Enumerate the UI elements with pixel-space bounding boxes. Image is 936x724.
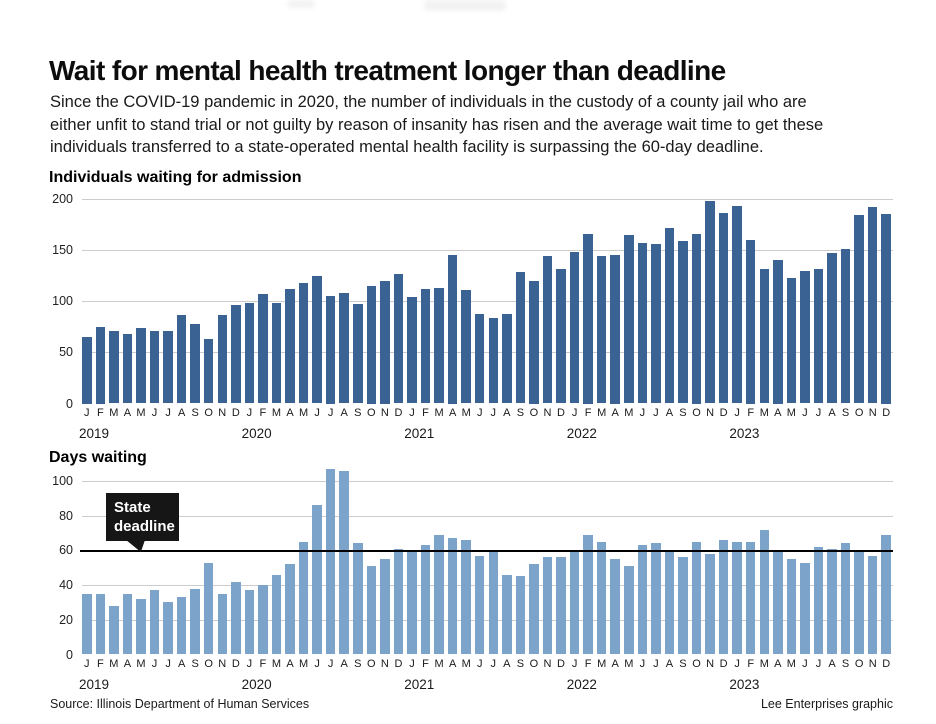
state-deadline-callout: State deadline [106,493,179,541]
gridline-20 [82,620,893,621]
month-label-2023-7: J [815,658,822,670]
bar-month-57 [854,215,864,404]
month-label-2020-2: F [259,658,267,670]
bar-month-28 [461,290,471,404]
gridline-100 [82,301,893,302]
bar-month-9 [204,563,214,655]
month-label-2019-11: N [218,658,227,670]
bar-month-31 [502,575,512,655]
bar-month-5 [150,590,160,654]
bar-month-8 [190,324,200,404]
month-label-2023-11: N [868,658,877,670]
bar-month-45 [692,234,702,403]
month-label-2022-12: D [719,658,728,670]
year-label-2021: 2021 [404,677,435,692]
month-label-2020-5: M [298,658,309,670]
month-label-2020-12: D [394,658,403,670]
bar-month-44 [678,241,688,404]
year-label-2022: 2022 [566,677,597,692]
month-label-2023-8: A [828,658,836,670]
bar-month-17 [312,505,322,654]
month-label-2021-12: D [557,658,565,670]
bar-month-41 [638,243,648,404]
month-label-2023-12: D [882,658,891,670]
bar-month-46 [705,201,715,404]
month-label-2023-1: J [734,658,740,670]
month-label-2023-8: A [828,407,836,419]
year-label-2020: 2020 [241,677,272,692]
month-label-2020-9: S [354,658,362,670]
bar-month-47 [719,540,729,655]
month-label-2023-7: J [815,407,822,419]
month-label-2022-12: D [719,407,728,419]
month-label-2019-5: M [136,407,146,419]
month-label-2021-5: M [461,407,471,419]
month-label-2023-11: N [868,407,877,419]
bar-month-54 [814,269,824,403]
bar-month-26 [434,288,444,404]
bar-month-50 [760,530,770,655]
year-label-2019: 2019 [79,677,110,692]
bar-month-26 [434,535,444,655]
bar-month-35 [556,269,566,403]
bar-month-17 [312,276,322,403]
bar-month-49 [746,542,756,655]
bar-month-23 [394,549,404,655]
month-label-2023-2: F [747,658,755,670]
bar-month-3 [123,334,133,404]
month-label-2021-1: J [409,407,415,419]
bar-month-38 [597,256,607,404]
bar-month-22 [380,559,390,654]
month-label-2019-8: A [177,658,186,670]
bar-month-1 [96,327,106,404]
bar-month-29 [475,314,485,403]
month-label-2022-8: A [665,407,674,419]
bar-month-33 [529,281,539,404]
month-label-2021-8: A [503,658,511,670]
month-label-2020-10: O [367,658,376,670]
bar-month-36 [570,552,580,654]
bar-month-50 [760,269,770,403]
month-label-2021-3: M [434,658,444,670]
y-axis-tick-20: 20 [59,612,73,627]
bar-month-23 [394,274,404,403]
month-label-2022-6: J [639,407,646,419]
month-label-2020-1: J [246,658,253,670]
bar-month-0 [82,594,92,655]
bar-month-19 [339,471,349,655]
month-label-2020-6: J [314,658,320,670]
month-label-2023-9: S [841,407,850,419]
month-label-2022-3: M [597,658,607,670]
bar-month-30 [489,318,499,403]
month-label-2019-12: D [231,407,240,419]
month-label-2020-4: A [286,407,294,419]
bar-month-34 [543,256,553,404]
y-axis-tick-40: 40 [59,578,73,593]
bar-month-41 [638,545,648,654]
month-label-2019-1: J [84,407,90,419]
month-label-2019-7: J [165,407,171,419]
year-label-2022: 2022 [566,426,597,441]
bar-month-7 [177,315,187,403]
bar-month-51 [773,550,783,654]
bar-month-2 [109,331,119,404]
month-label-2022-9: S [679,407,687,419]
month-label-2021-3: M [434,407,444,419]
month-label-2019-7: J [165,658,171,670]
bar-month-53 [800,271,810,403]
month-label-2020-9: S [354,407,362,419]
bar-month-54 [814,547,824,655]
month-label-2020-5: M [298,407,309,419]
month-label-2022-6: J [639,658,646,670]
bar-month-2 [109,606,119,655]
bar-month-36 [570,252,580,404]
bar-month-16 [299,283,309,404]
bar-month-52 [787,278,797,403]
month-label-2019-1: J [84,658,90,670]
bar-month-34 [543,557,553,654]
month-label-2019-4: A [123,658,132,670]
bar-month-12 [245,590,255,654]
bar-month-35 [556,557,566,654]
year-label-2021: 2021 [404,426,435,441]
month-label-2023-5: M [786,658,796,670]
month-label-2019-6: J [151,658,158,670]
month-label-2022-5: M [624,658,634,670]
bar-month-18 [326,469,336,655]
bar-month-13 [258,585,268,654]
month-label-2021-5: M [461,658,471,670]
subtitle-line-2: either unfit to stand trial or not guilty by reason of insanity has risen and the average wait time to get these [50,115,824,134]
gridline-150 [82,250,893,251]
source-credit: Source: Illinois Department of Human Services [50,697,310,711]
bar-month-37 [583,535,593,655]
bar-month-38 [597,542,607,655]
bar-month-47 [719,213,729,404]
month-label-2023-3: M [759,658,769,670]
month-label-2023-4: A [774,407,782,419]
month-label-2021-4: A [448,407,457,419]
bar-month-0 [82,337,92,404]
month-label-2021-1: J [409,658,415,670]
month-label-2021-7: J [490,407,497,419]
gridline-80 [82,516,893,517]
bar-month-24 [407,552,417,654]
bar-month-8 [190,589,200,655]
month-label-2019-3: M [109,407,119,419]
y-axis-tick-0: 0 [66,396,73,411]
subtitle-line-1: Since the COVID-19 pandemic in 2020, the number of individuals in the custody of a county jail who are [50,93,807,111]
bar-month-9 [204,339,214,404]
bar-month-16 [299,542,309,655]
bar-month-28 [461,540,471,655]
bar-month-56 [841,543,851,654]
month-label-2020-8: A [340,658,348,670]
month-label-2019-8: A [177,407,186,419]
month-label-2019-4: A [123,407,132,419]
bar-month-3 [123,594,133,655]
month-label-2022-10: O [692,658,701,670]
subtitle-line-3: individuals transferred to a state-operated mental health facility is surpassing the 60-day deadline. [50,138,764,156]
y-axis-tick-50: 50 [59,345,73,360]
month-label-2023-10: O [854,658,864,670]
month-label-2022-2: F [584,407,592,419]
bar-month-27 [448,538,458,654]
bar-month-14 [272,303,282,403]
bar-month-45 [692,542,702,655]
bar-month-15 [285,564,295,654]
month-label-2022-7: J [653,658,659,670]
year-label-2019: 2019 [79,426,110,441]
month-label-2020-6: J [314,407,320,419]
y-axis-tick-150: 150 [52,242,73,257]
month-label-2021-8: A [503,407,511,419]
month-label-2021-6: J [476,658,483,670]
state-deadline-callout-tail [126,540,145,552]
page-subtitle [50,91,930,159]
bar-month-32 [516,272,526,403]
month-label-2020-12: D [394,407,403,419]
month-label-2020-10: O [367,407,376,419]
chart-admissions-title: Individuals waiting for admission [49,169,302,186]
gridline-50 [82,352,893,353]
bar-month-37 [583,234,593,403]
month-label-2021-9: S [516,407,525,419]
bar-month-48 [732,542,742,655]
bar-month-7 [177,597,187,654]
month-label-2021-4: A [448,658,457,670]
month-label-2021-7: J [490,658,497,670]
month-label-2022-1: J [571,658,578,670]
y-axis-tick-200: 200 [52,191,73,206]
bar-month-31 [502,314,512,403]
bar-month-57 [854,552,864,654]
month-label-2019-11: N [218,407,227,419]
bar-month-42 [651,543,661,654]
month-label-2022-11: N [706,407,715,419]
gridline-100 [82,481,893,482]
bar-month-52 [787,559,797,654]
month-label-2021-2: F [422,407,429,419]
bar-month-21 [367,566,377,654]
gridline-40 [82,585,893,586]
bar-month-20 [353,304,363,403]
month-label-2022-3: M [597,407,607,419]
bar-month-49 [746,240,756,404]
bar-month-55 [827,253,837,404]
month-label-2019-5: M [136,658,146,670]
page-title: Wait for mental health treatment longer than deadline [49,55,726,86]
month-label-2019-12: D [231,658,240,670]
month-label-2022-4: A [611,658,619,670]
year-label-2023: 2023 [729,426,760,441]
bar-month-21 [367,286,377,404]
bar-month-30 [489,552,499,654]
y-axis-tick-100: 100 [52,294,73,308]
bar-month-25 [421,289,431,404]
graphic-credit: Lee Enterprises graphic [760,697,893,711]
month-label-2020-3: M [271,658,282,670]
bar-month-13 [258,294,268,404]
bar-month-40 [624,235,634,403]
bar-month-29 [475,556,485,655]
bar-month-12 [245,303,255,403]
month-label-2022-11: N [706,658,715,670]
month-label-2022-9: S [679,658,687,670]
month-label-2022-5: M [624,407,634,419]
month-label-2021-11: N [543,407,552,419]
month-label-2022-8: A [665,658,674,670]
month-label-2019-2: F [96,407,104,419]
bar-month-55 [827,549,837,655]
y-axis-tick-80: 80 [59,508,73,523]
bar-month-4 [136,599,146,655]
bar-month-5 [150,331,160,404]
bar-month-25 [421,545,431,654]
month-label-2023-5: M [786,407,796,419]
bar-month-43 [665,228,675,403]
bar-month-53 [800,563,810,655]
bar-month-58 [868,207,878,404]
month-label-2023-9: S [841,658,850,670]
bar-month-32 [516,576,526,654]
month-label-2023-1: J [734,407,740,419]
bar-month-59 [881,214,891,404]
month-label-2022-10: O [692,407,701,419]
bar-month-19 [339,293,349,404]
bar-month-1 [96,594,106,655]
month-label-2020-1: J [246,407,253,419]
bar-month-15 [285,289,295,404]
month-label-2021-11: N [543,658,552,670]
month-label-2019-10: O [204,407,213,419]
month-label-2023-3: M [759,407,769,419]
bar-month-11 [231,305,241,403]
month-label-2019-3: M [109,658,119,670]
month-label-2020-7: J [327,658,334,670]
bar-month-44 [678,557,688,654]
month-label-2019-6: J [151,407,158,419]
bar-month-10 [218,315,228,403]
month-label-2020-11: N [380,658,389,670]
bar-month-33 [529,564,539,654]
year-label-2023: 2023 [729,677,760,692]
bar-month-59 [881,535,891,655]
month-label-2019-9: S [191,658,199,670]
month-label-2021-10: O [529,407,539,419]
month-label-2021-6: J [476,407,483,419]
bar-month-18 [326,296,336,404]
bar-month-48 [732,206,742,404]
bar-month-6 [163,602,173,654]
month-label-2021-2: F [422,658,429,670]
bar-month-40 [624,566,634,654]
month-label-2022-1: J [571,407,578,419]
month-label-2022-4: A [611,407,619,419]
month-label-2022-7: J [653,407,659,419]
month-label-2023-10: O [854,407,864,419]
deadline-60-day-line [80,550,893,552]
month-label-2020-7: J [327,407,334,419]
bar-month-42 [651,244,661,404]
month-label-2023-6: J [802,407,808,419]
bar-month-43 [665,550,675,654]
bar-month-39 [610,559,620,654]
month-label-2021-9: S [516,658,525,670]
bar-month-24 [407,297,417,404]
page-edge-artifact [424,0,506,11]
bar-month-58 [868,556,878,655]
month-label-2023-12: D [882,407,891,419]
month-label-2019-9: S [191,407,199,419]
month-label-2021-10: O [529,658,539,670]
month-label-2020-8: A [340,407,348,419]
y-axis-tick-0: 0 [66,647,73,662]
bar-month-27 [448,255,458,404]
month-label-2020-2: F [259,407,267,419]
bar-month-10 [218,594,228,655]
y-axis-tick-60: 60 [59,543,73,558]
month-label-2020-3: M [271,407,282,419]
bar-month-11 [231,582,241,655]
bar-month-46 [705,554,715,655]
bar-month-51 [773,260,783,404]
month-label-2023-6: J [802,658,808,670]
page-edge-artifact [287,0,315,8]
bar-month-20 [353,543,363,654]
month-label-2020-11: N [380,407,389,419]
gridline-200 [82,199,893,200]
month-label-2022-2: F [584,658,592,670]
month-label-2023-2: F [747,407,755,419]
y-axis-tick-100: 100 [52,474,73,488]
bar-month-4 [136,328,146,404]
chart-days-title: Days waiting [49,449,147,466]
bar-month-22 [380,281,390,404]
month-label-2021-12: D [557,407,565,419]
month-label-2019-10: O [204,658,213,670]
year-label-2020: 2020 [241,426,272,441]
bar-month-6 [163,331,173,404]
month-label-2019-2: F [96,658,104,670]
bar-month-39 [610,255,620,404]
bar-month-56 [841,249,851,404]
month-label-2023-4: A [774,658,782,670]
month-label-2020-4: A [286,658,294,670]
bar-month-14 [272,575,282,655]
